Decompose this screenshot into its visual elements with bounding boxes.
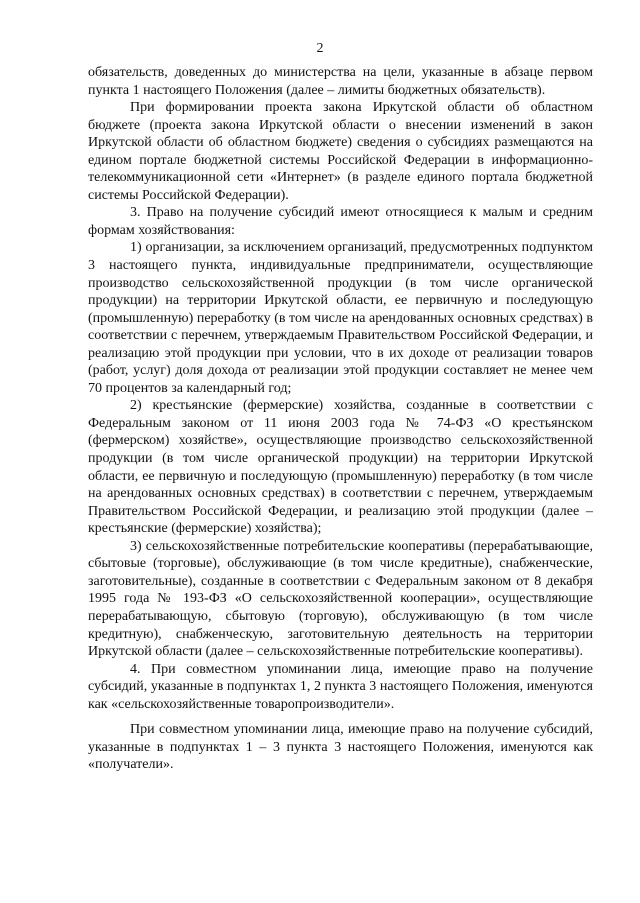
paragraph-clause-3: 3. Право на получение субсидий имеют относящиеся к малым и средним формам хозяйствования:	[88, 205, 593, 238]
page-number: 2	[316, 41, 324, 56]
paragraph-subclause-2: 2) крестьянские (фермерские) хозяйства, созданные в соответствии с Федеральным законом от 11 июня 2003 года № 74-ФЗ «О крестьянском (фермерском) хозяйстве», осуществляющие производство сельскохозяйственной продукции (в том числе органической продукции) на территории Иркутской области, ее первичную и последующую (промышленную) переработку (в том числе на арендованных основных средствах) в соответствии с перечнем, утверждаемым Правительством Российской Федерации, и реализацию этой продукции (далее – крестьянские (фермерские) хозяйства);	[88, 398, 593, 537]
paragraph-budget-draft: При формировании проекта закона Иркутской области об областном бюджете (проекта закона Иркутской области о внесении изменений в закон Иркутской области об областном бюджете) сведения о субсидиях размещаются на едином портале бюджетной системы Российской Федерации в информационно-телекоммуникационной сети «Интернет» (в разделе единого портала бюджетной системы Российской Федерации).	[88, 100, 593, 203]
paragraph-subclause-1: 1) организации, за исключением организаций, предусмотренных подпунктом 3 настоящего пункта, индивидуальные предприниматели, осуществляющие производство сельскохозяйственной продукции (в том числе органической продукции) на территории Иркутской области, ее первичную и последующую (промышленную) переработку (в том числе на арендованных основных средствах) в соответствии с перечнем, утверждаемым Правительством Российской Федерации, и реализацию этой продукции при условии, что в их доходе от реализации товаров (работ, услуг) доля дохода от реализации этой продукции составляет не менее чем 70 процентов за календарный год;	[88, 240, 593, 396]
paragraph-clause-4: 4. При совместном упоминании лица, имеющие право на получение субсидий, указанные в подпунктах 1, 2 пункта 3 настоящего Положения, именуются как «сельскохозяйственные товаропроизводители».	[88, 661, 593, 712]
paragraph-subclause-3: 3) сельскохозяйственные потребительские кооперативы (перерабатывающие, сбытовые (торговые), обслуживающие (в том числе кредитные), снабженческие, заготовительные), созданные в соответствии с Федеральным законом от 8 декабря 1995 года № 193-ФЗ «О сельскохозяйственной кооперации», осуществляющие перерабатывающую, сбытовую (торговую), обслуживающую (в том числе кредитную), снабженческую, заготовительную деятельность на территории Иркутской области (далее – сельскохозяйственные потребительские кооперативы).	[88, 538, 593, 660]
paragraph-continuation: обязательств, доведенных до министерства на цели, указанные в абзаце первом пункта 1 настоящего Положения (далее – лимиты бюджетных обязательств).	[88, 65, 593, 98]
document-body	[88, 64, 593, 774]
paragraph-recipients: При совместном упоминании лица, имеющие право на получение субсидий, указанные в подпунктах 1 – 3 пункта 3 настоящего Положения, именуются как «получатели».	[88, 722, 593, 773]
